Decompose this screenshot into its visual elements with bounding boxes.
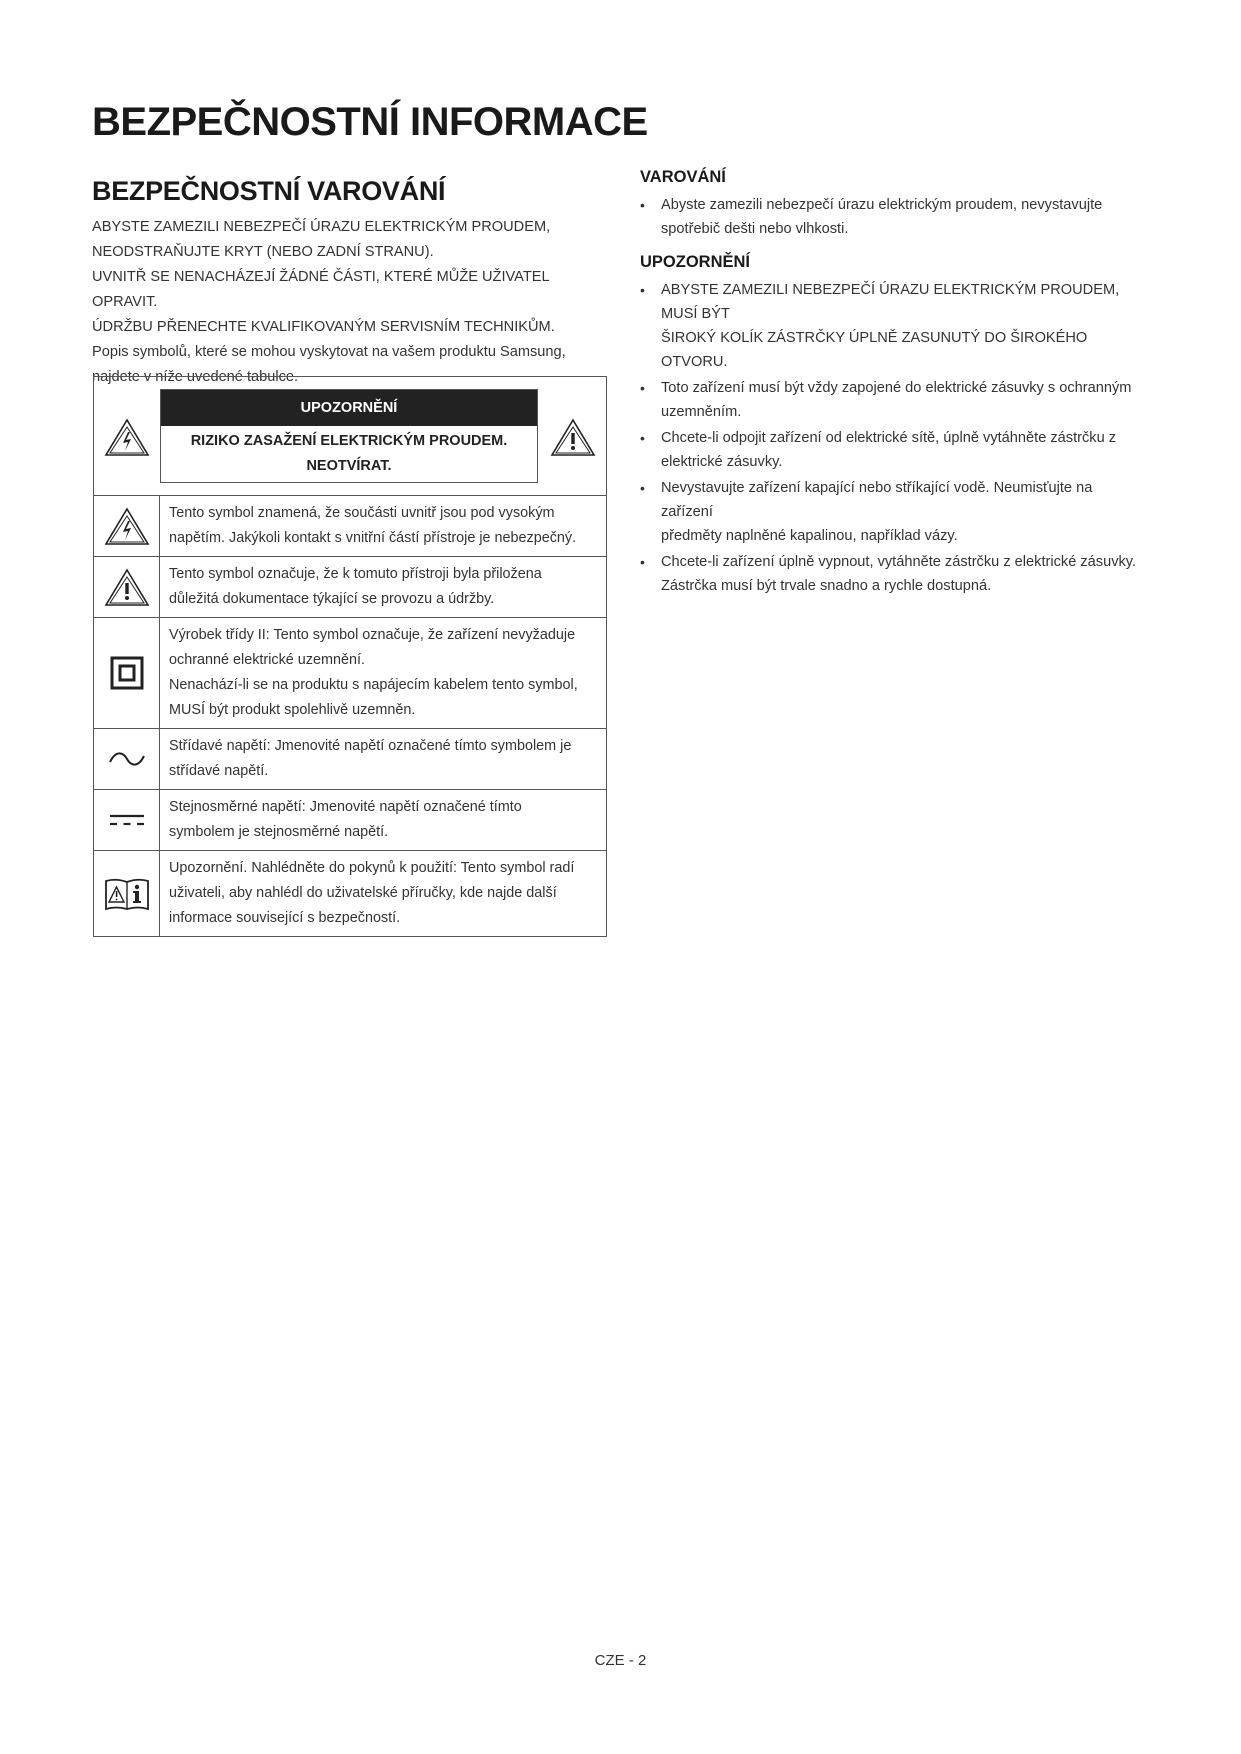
symbol-description bbox=[160, 618, 584, 728]
high-voltage-icon bbox=[94, 496, 160, 556]
list-item-line: Nevystavujte zařízení kapající nebo stříkající vodě. Neumisťujte na zařízení bbox=[661, 480, 1093, 520]
exclamation-warning-icon bbox=[94, 557, 160, 617]
caution-box-line: RIZIKO ZASAŽENÍ ELEKTRICKÝM PROUDEM. bbox=[190, 433, 508, 449]
double-insulation-icon bbox=[94, 618, 160, 728]
symbol-text-line: Výrobek třídy II: Tento symbol označuje, že zařízení nevyžaduje bbox=[169, 627, 576, 643]
symbol-description bbox=[160, 496, 582, 556]
list-item bbox=[640, 476, 1140, 548]
symbol-text-line: uživateli, aby nahlédl do uživatelské příručky, kde najde další bbox=[169, 885, 557, 901]
list-item-line: spotřebič dešti nebo vlhkosti. bbox=[661, 221, 849, 237]
symbol-text-line: napětím. Jakýkoli kontakt s vnitřní částí přístroje je nebezpečný. bbox=[169, 530, 577, 546]
intro-line: Popis symbolů, které se mohou vyskytovat na vašem produktu Samsung, bbox=[92, 344, 566, 360]
bullet-icon: • bbox=[640, 554, 645, 570]
list-item-line: Chcete-li zařízení úplně vypnout, vytáhněte zástrčku z elektrické zásuvky. bbox=[661, 554, 1137, 570]
list-item-line: ABYSTE ZAMEZILI NEBEZPEČÍ ÚRAZU ELEKTRICKÝM PROUDEM, MUSÍ BÝT bbox=[661, 282, 1120, 322]
symbol-text-line: Upozornění. Nahlédněte do pokynů k použití: Tento symbol radí bbox=[169, 860, 575, 876]
symbol-row bbox=[94, 496, 606, 557]
symbol-row bbox=[94, 557, 606, 618]
bullet-icon: • bbox=[640, 430, 645, 446]
symbol-text-line: Tento symbol znamená, že součásti uvnitř jsou pod vysokým bbox=[169, 505, 555, 521]
left-column bbox=[92, 176, 612, 390]
warning-list bbox=[640, 193, 1140, 241]
list-item-line: Zástrčka musí být trvale snadno a rychle dostupná. bbox=[661, 578, 992, 594]
symbol-text-line: Střídavé napětí: Jmenovité napětí označené tímto symbolem je bbox=[169, 738, 572, 754]
intro-line: UVNITŘ SE NENACHÁZEJÍ ŽÁDNÉ ČÁSTI, KTERÉ MŮŽE UŽIVATEL OPRAVIT. bbox=[92, 269, 550, 310]
list-item-line: ŠIROKÝ KOLÍK ZÁSTRČKY ÚPLNĚ ZASUNUTÝ DO ŠIROKÉHO OTVORU. bbox=[661, 330, 1088, 370]
symbol-description bbox=[160, 790, 528, 850]
exclamation-warning-icon bbox=[550, 417, 596, 462]
caution-heading: UPOZORNĚNÍ bbox=[640, 253, 751, 271]
symbol-text-line: informace související s bezpečností. bbox=[169, 910, 401, 926]
symbol-text-line: symbolem je stejnosměrné napětí. bbox=[169, 824, 389, 840]
symbol-table bbox=[93, 376, 607, 937]
symbol-row bbox=[94, 729, 606, 790]
symbol-text-line: MUSÍ být produkt spolehlivě uzemněn. bbox=[169, 702, 416, 718]
list-item bbox=[640, 376, 1140, 424]
list-item bbox=[640, 550, 1140, 598]
symbol-text-line: Stejnosměrné napětí: Jmenovité napětí označené tímto bbox=[169, 799, 522, 815]
caution-box bbox=[160, 389, 538, 483]
list-item-line: předměty naplněné kapalinou, například vázy. bbox=[661, 528, 958, 544]
symbol-text-line: ochranné elektrické uzemnění. bbox=[169, 652, 365, 668]
intro-line: ÚDRŽBU PŘENECHTE KVALIFIKOVANÝM SERVISNÍM TECHNIKŮM. bbox=[92, 319, 555, 335]
manual-info-icon bbox=[94, 851, 160, 936]
bullet-icon: • bbox=[640, 282, 645, 298]
list-item bbox=[640, 278, 1140, 374]
symbol-row bbox=[94, 851, 606, 936]
caution-box-line: NEOTVÍRAT. bbox=[306, 458, 392, 474]
page-number: CZE - 2 bbox=[594, 1652, 647, 1669]
symbol-description bbox=[160, 557, 548, 617]
ac-voltage-icon bbox=[94, 729, 160, 789]
list-item-line: uzemněním. bbox=[661, 404, 742, 420]
symbol-description bbox=[160, 851, 580, 936]
symbol-text-line: Tento symbol označuje, že k tomuto přístroji byla přiložena bbox=[169, 566, 542, 582]
list-item bbox=[640, 426, 1140, 474]
caution-row bbox=[94, 377, 606, 496]
symbol-description bbox=[160, 729, 577, 789]
caution-box-header: UPOZORNĚNÍ bbox=[161, 390, 537, 426]
safety-warnings-heading: BEZPEČNOSTNÍ VAROVÁNÍ bbox=[92, 176, 446, 206]
symbol-text-line: střídavé napětí. bbox=[169, 763, 269, 779]
list-item-line: elektrické zásuvky. bbox=[661, 454, 783, 470]
page-title: BEZPEČNOSTNÍ INFORMACE bbox=[92, 100, 648, 144]
dc-voltage-icon bbox=[94, 790, 160, 850]
bullet-icon: • bbox=[640, 380, 645, 396]
right-column bbox=[640, 168, 1140, 610]
symbol-row bbox=[94, 618, 606, 729]
list-item-line: Chcete-li odpojit zařízení od elektrické sítě, úplně vytáhněte zástrčku z bbox=[661, 430, 1117, 446]
intro-line: najdete v níže uvedené tabulce. bbox=[92, 369, 299, 385]
list-item-line: Toto zařízení musí být vždy zapojené do elektrické zásuvky s ochranným bbox=[661, 380, 1132, 396]
caution-box-body bbox=[161, 426, 537, 479]
intro-line: NEODSTRAŇUJTE KRYT (NEBO ZADNÍ STRANU). bbox=[92, 244, 434, 260]
list-item bbox=[640, 193, 1140, 241]
symbol-text-line: důležitá dokumentace týkající se provozu a údržby. bbox=[169, 591, 495, 607]
intro-line: ABYSTE ZAMEZILI NEBEZPEČÍ ÚRAZU ELEKTRICKÝM PROUDEM, bbox=[92, 219, 551, 235]
symbol-row bbox=[94, 790, 606, 851]
caution-list bbox=[640, 278, 1140, 598]
high-voltage-icon bbox=[104, 417, 150, 462]
safety-intro bbox=[92, 215, 612, 390]
bullet-icon: • bbox=[640, 197, 645, 213]
warning-heading: VAROVÁNÍ bbox=[640, 168, 726, 186]
symbol-text-line: Nenachází-li se na produktu s napájecím kabelem tento symbol, bbox=[169, 677, 578, 693]
bullet-icon: • bbox=[640, 480, 645, 496]
list-item-line: Abyste zamezili nebezpečí úrazu elektrickým proudem, nevystavujte bbox=[661, 197, 1103, 213]
